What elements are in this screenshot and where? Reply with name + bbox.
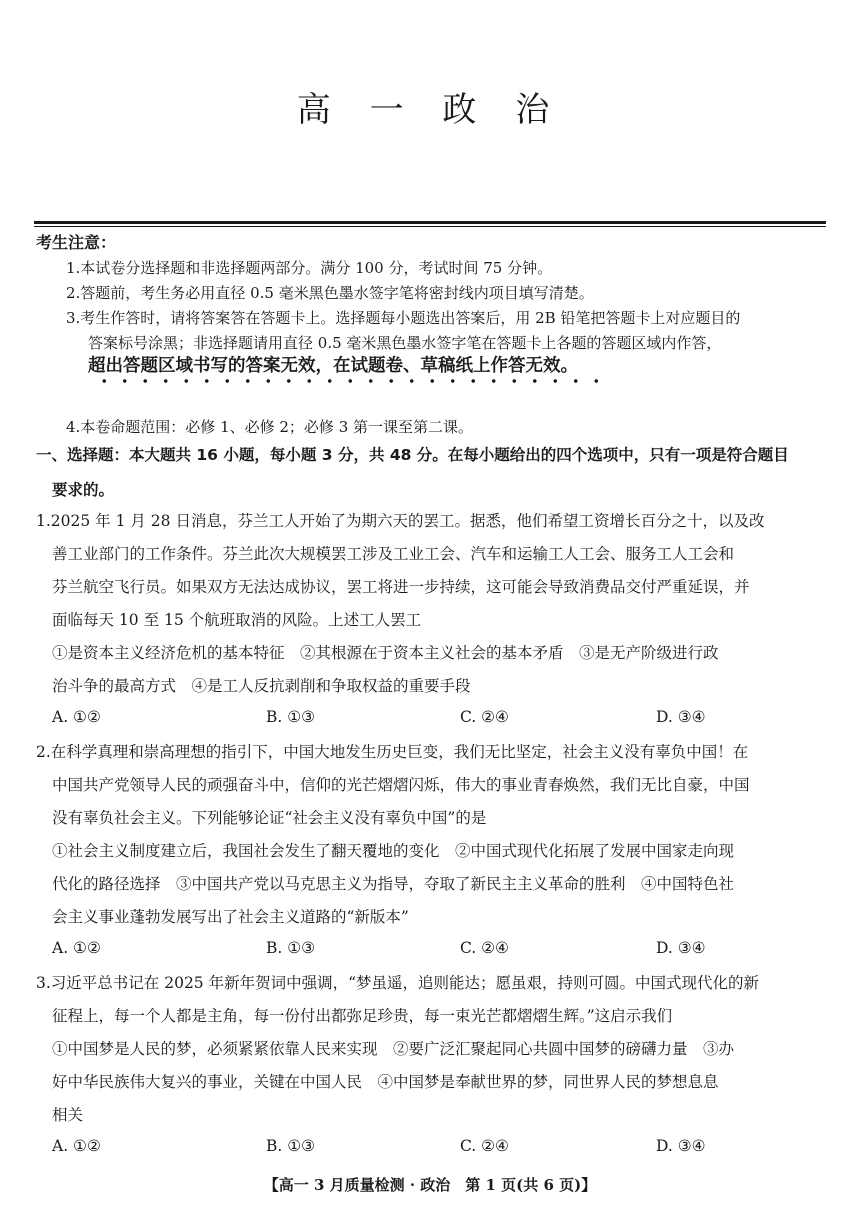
question-1-option-c: C. ②④ xyxy=(460,708,509,726)
question-3-statements-2: 好中华民族伟大复兴的事业，关键在中国人民 ④中国梦是奉献世界的梦，同世界人民的梦想息息 xyxy=(52,1073,719,1091)
question-2-line-3: 没有辜负社会主义。下列能够论证“社会主义没有辜负中国”的是 xyxy=(52,809,487,827)
question-2-option-c: C. ②④ xyxy=(460,939,509,957)
question-1-option-d: D. ③④ xyxy=(656,708,706,726)
question-3-line-1: 3.习近平总书记在 2025 年新年贺词中强调，“梦虽遥，追则能达；愿虽艰，持则可圆。中国式现代化的新 xyxy=(36,974,760,992)
emphasis-dots xyxy=(94,378,604,384)
page-footer: 【高一 3 月质量检测 · 政治 第 1 页(共 6 页)】 xyxy=(263,1176,597,1194)
page-title: 高 一 政 治 xyxy=(296,90,564,130)
section-heading-line-2: 要求的。 xyxy=(52,481,115,499)
header-rule-thick xyxy=(34,221,826,224)
notice-item-3-line-1: 3.考生作答时，请将答案答在答题卡上。选择题每小题选出答案后，用 2B 铅笔把答题卡上对应题目的 xyxy=(66,309,741,327)
question-3-option-d: D. ③④ xyxy=(656,1137,706,1155)
notice-heading: 考生注意： xyxy=(36,233,117,252)
question-3-statements-1: ①中国梦是人民的梦，必须紧紧依靠人民来实现 ②要广泛汇聚起同心共圆中国梦的磅礴力量 ③办 xyxy=(52,1040,735,1058)
question-2-statements-1: ①社会主义制度建立后，我国社会发生了翻天覆地的变化 ②中国式现代化拓展了发展中国家走向现 xyxy=(52,842,735,860)
question-1-statements-1: ①是资本主义经济危机的基本特征 ②其根源在于资本主义社会的基本矛盾 ③是无产阶级进行政 xyxy=(52,644,719,662)
question-1-line-3: 芬兰航空飞行员。如果双方无法达成协议，罢工将进一步持续，这可能会导致消费品交付严重延误，并 xyxy=(52,578,750,596)
question-2-statements-3: 会主义事业蓬勃发展写出了社会主义道路的“新版本” xyxy=(52,908,409,926)
question-2-statements-2: 代化的路径选择 ③中国共产党以马克思主义为指导，夺取了新民主主义革命的胜利 ④中国特色社 xyxy=(52,875,735,893)
question-2-line-1: 2.在科学真理和崇高理想的指引下，中国大地发生历史巨变，我们无比坚定，社会主义没有辜负中国！在 xyxy=(36,743,749,761)
question-2-option-d: D. ③④ xyxy=(656,939,706,957)
notice-item-2: 2.答题前，考生务必用直径 0.5 毫米黑色墨水签字笔将密封线内项目填写清楚。 xyxy=(66,284,594,302)
notice-item-3-line-2: 答案标号涂黑；非选择题请用直径 0.5 毫米黑色墨水签字笔在答题卡上各题的答题区域内作答， xyxy=(88,334,722,352)
notice-item-1: 1.本试卷分选择题和非选择题两部分。满分 100 分，考试时间 75 分钟。 xyxy=(66,259,553,277)
notice-item-4: 4.本卷命题范围：必修 1、必修 2；必修 3 第一课至第二课。 xyxy=(66,418,474,436)
question-1-option-b: B. ①③ xyxy=(266,708,316,726)
question-3-line-2: 征程上，每一个人都是主角，每一份付出都弥足珍贵，每一束光芒都熠熠生辉。”这启示我们 xyxy=(52,1007,673,1025)
question-1-line-1: 1.2025 年 1 月 28 日消息，芬兰工人开始了为期六天的罢工。据悉，他们希望工资增长百分之十，以及改 xyxy=(36,512,765,530)
question-2-line-2: 中国共产党领导人民的顽强奋斗中，信仰的光芒熠熠闪烁，伟大的事业青春焕然，我们无比自豪，中国 xyxy=(52,776,750,794)
question-1-line-2: 善工业部门的工作条件。芬兰此次大规模罢工涉及工业工会、汽车和运输工人工会、服务工人工会和 xyxy=(52,545,735,563)
question-2-option-b: B. ①③ xyxy=(266,939,316,957)
question-3-option-a: A. ①② xyxy=(52,1137,101,1155)
question-2-option-a: A. ①② xyxy=(52,939,101,957)
section-heading-line-1: 一、选择题：本大题共 16 小题，每小题 3 分，共 48 分。在每小题给出的四个选项中，只有一项是符合题目 xyxy=(36,446,789,464)
question-3-option-b: B. ①③ xyxy=(266,1137,316,1155)
question-3-option-c: C. ②④ xyxy=(460,1137,509,1155)
question-3-statements-3: 相关 xyxy=(52,1106,84,1124)
header-rule-thin xyxy=(34,226,826,227)
notice-item-3-bold: 超出答题区域书写的答案无效，在试题卷、草稿纸上作答无效。 xyxy=(88,356,578,376)
question-1-line-4: 面临每天 10 至 15 个航班取消的风险。上述工人罢工 xyxy=(52,611,422,629)
question-1-statements-2: 治斗争的最高方式 ④是工人反抗剥削和争取权益的重要手段 xyxy=(52,677,471,695)
question-1-option-a: A. ①② xyxy=(52,708,101,726)
